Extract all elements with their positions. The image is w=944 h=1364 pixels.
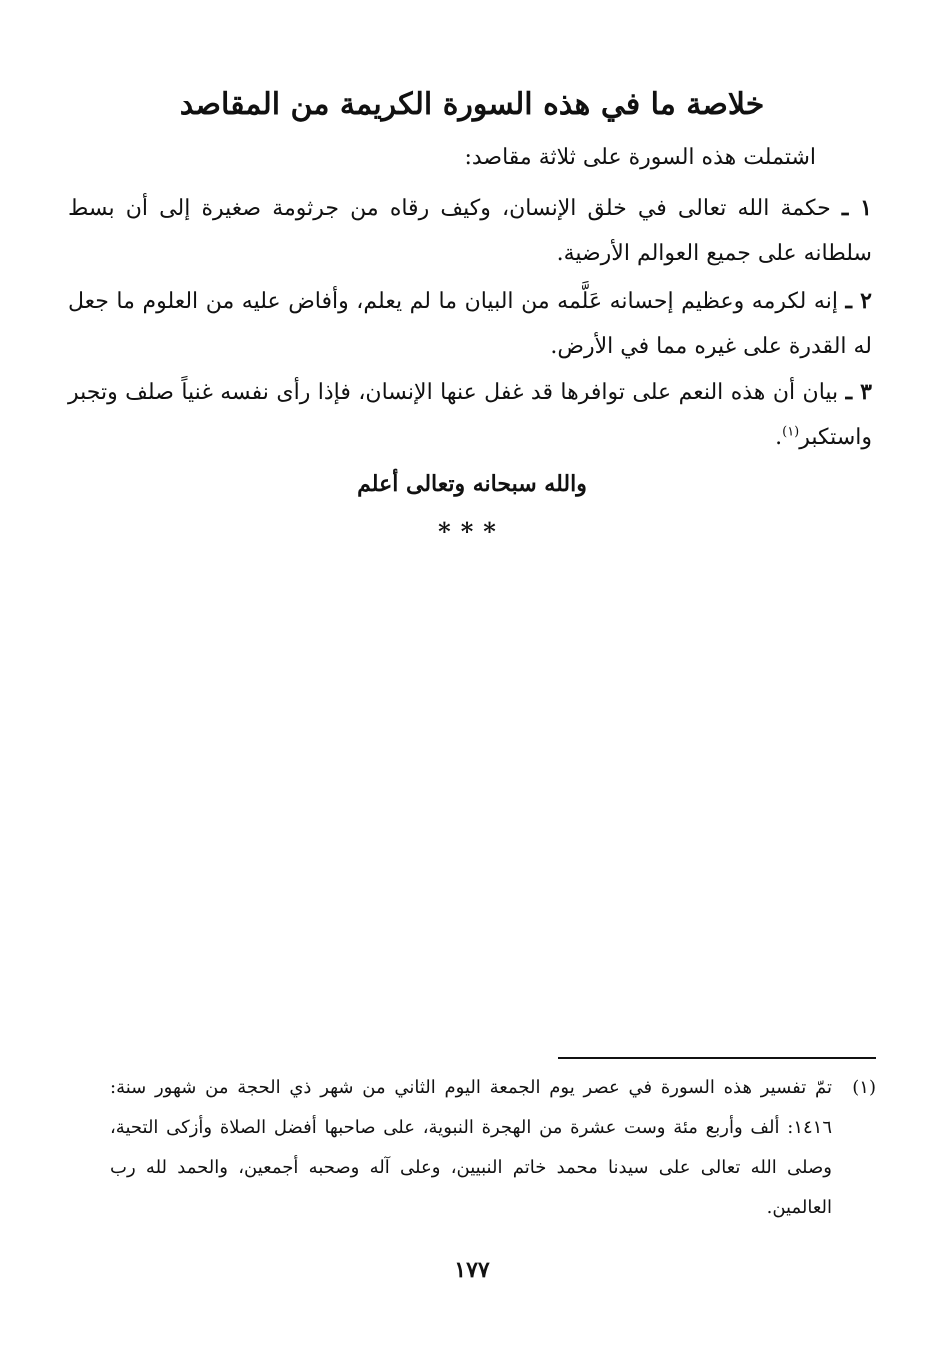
section-separator: *** xyxy=(438,517,506,546)
point-2-number: ٢ ـ xyxy=(845,288,872,314)
point-3 xyxy=(68,370,872,460)
point-2 xyxy=(68,279,872,369)
footnote xyxy=(110,1068,876,1228)
point-1-text: حكمة الله تعالى في خلق الإنسان، وكيف رقاه من جرثومة صغيرة إلى أن بسط سلطانه على جميع العوالم الأرضية. xyxy=(68,196,872,266)
page-title: خلاصة ما في هذه السورة الكريمة من المقاصد xyxy=(179,87,765,122)
footnote-reference[interactable]: (١) xyxy=(782,424,800,440)
point-3-end: . xyxy=(775,425,783,450)
intro-text: اشتملت هذه السورة على ثلاثة مقاصد: xyxy=(464,145,816,170)
point-1 xyxy=(68,186,872,276)
point-2-text: إنه لكرمه وعظيم إحسانه عَلَّمه من البيان ما لم يعلم، وأفاض عليه من العلوم ما جعل له القدرة على غيره مما في الأرض. xyxy=(68,289,872,359)
footnote-divider xyxy=(558,1057,876,1059)
point-3-number: ٣ ـ xyxy=(845,379,872,405)
closing-phrase: والله سبحانه وتعالى أعلم xyxy=(357,471,587,497)
footnote-marker: (١) xyxy=(852,1077,876,1098)
footnote-text: تمّ تفسير هذه السورة في عصر يوم الجمعة اليوم الثاني من شهر ذي الحجة من شهور سنة: ١٤١٦: ألف وأربع مئة وست عشرة من الهجرة النبوية، على صاحبها أفضل الصلاة وأزكى التحية، وصلى الله تعالى على سيدنا محمد خاتم النبيين، وعلى آله وصحبه أجمعين، والحمد لله رب العالمين. xyxy=(110,1077,832,1218)
point-3-text: بيان أن هذه النعم على توافرها قد غفل عنها الإنسان، فإذا رأى نفسه غنياً صلف وتجبر واستكبر xyxy=(68,380,872,450)
page-number: ١٧٧ xyxy=(454,1257,490,1283)
point-1-number: ١ ـ xyxy=(841,195,872,221)
